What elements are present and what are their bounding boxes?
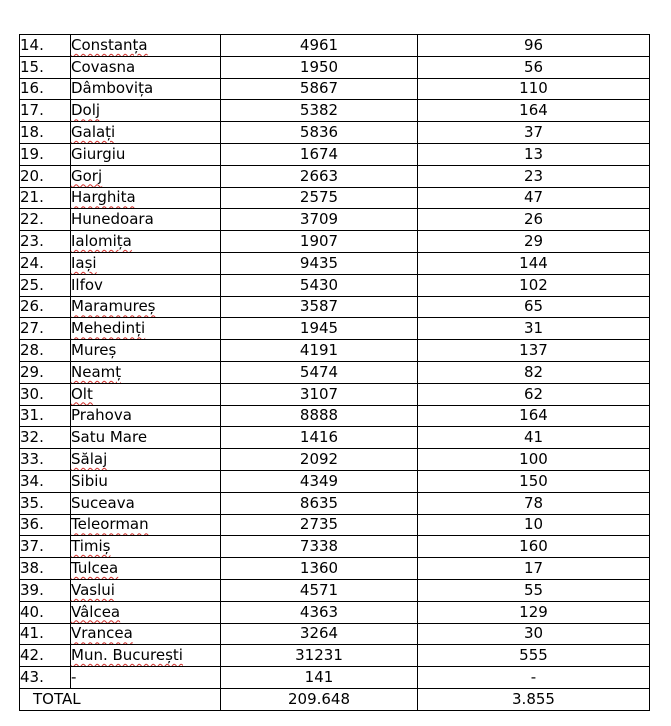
value-secondary: 555 xyxy=(418,645,650,667)
value-primary: 1907 xyxy=(221,231,418,253)
total-row xyxy=(20,688,650,710)
value-secondary: 17 xyxy=(418,558,650,580)
county-name-cell xyxy=(71,492,221,514)
row-number: 34. xyxy=(20,470,71,492)
county-name: Mehedinți xyxy=(71,319,146,338)
county-name: Maramureș xyxy=(71,297,156,316)
county-name: Vrancea xyxy=(71,624,133,643)
row-number: 25. xyxy=(20,274,71,296)
table-row xyxy=(20,187,650,209)
value-primary: 141 xyxy=(221,667,418,689)
county-name-cell xyxy=(71,427,221,449)
table-row xyxy=(20,449,650,471)
value-primary: 3107 xyxy=(221,383,418,405)
county-name-cell xyxy=(71,100,221,122)
row-number: 43. xyxy=(20,667,71,689)
table-row xyxy=(20,165,650,187)
table-row xyxy=(20,427,650,449)
county-name-cell xyxy=(71,361,221,383)
row-number: 36. xyxy=(20,514,71,536)
row-number: 40. xyxy=(20,601,71,623)
table-row xyxy=(20,35,650,57)
value-secondary: 100 xyxy=(418,449,650,471)
county-name: Satu Mare xyxy=(71,428,148,447)
county-name: Tulcea xyxy=(71,559,119,578)
row-number: 35. xyxy=(20,492,71,514)
value-primary: 2663 xyxy=(221,165,418,187)
county-name: Hunedoara xyxy=(71,210,154,229)
county-name: Suceava xyxy=(71,493,135,512)
value-primary: 5836 xyxy=(221,122,418,144)
county-name: Timiș xyxy=(71,537,111,556)
value-primary: 8888 xyxy=(221,405,418,427)
county-name-cell xyxy=(71,470,221,492)
row-number: 33. xyxy=(20,449,71,471)
row-number: 15. xyxy=(20,56,71,78)
row-number: 26. xyxy=(20,296,71,318)
table-row xyxy=(20,361,650,383)
table-row xyxy=(20,601,650,623)
county-name-cell xyxy=(71,252,221,274)
row-number: 18. xyxy=(20,122,71,144)
county-name: Galați xyxy=(71,123,116,142)
row-number: 30. xyxy=(20,383,71,405)
value-primary: 1416 xyxy=(221,427,418,449)
value-primary: 5430 xyxy=(221,274,418,296)
value-primary: 5867 xyxy=(221,78,418,100)
value-primary: 1945 xyxy=(221,318,418,340)
county-name: Dâmbovița xyxy=(71,79,154,98)
county-name: Sibiu xyxy=(71,471,108,490)
value-secondary: 137 xyxy=(418,340,650,362)
row-number: 42. xyxy=(20,645,71,667)
row-number: 32. xyxy=(20,427,71,449)
county-name-cell xyxy=(71,78,221,100)
row-number: 22. xyxy=(20,209,71,231)
county-name-cell xyxy=(71,667,221,689)
row-number: 19. xyxy=(20,143,71,165)
table-row xyxy=(20,470,650,492)
value-primary: 5382 xyxy=(221,100,418,122)
value-secondary: 62 xyxy=(418,383,650,405)
row-number: 17. xyxy=(20,100,71,122)
table-body xyxy=(20,35,650,711)
county-name: Harghita xyxy=(71,188,136,207)
value-primary: 7338 xyxy=(221,536,418,558)
value-primary: 31231 xyxy=(221,645,418,667)
row-number: 23. xyxy=(20,231,71,253)
county-name-cell xyxy=(71,318,221,340)
county-name: Dolj xyxy=(71,101,101,120)
row-number: 39. xyxy=(20,579,71,601)
county-name: Vaslui xyxy=(71,580,115,599)
total-value-primary: 209.648 xyxy=(221,688,418,710)
county-name: Mun. București xyxy=(71,646,183,665)
table-row xyxy=(20,623,650,645)
value-secondary: 37 xyxy=(418,122,650,144)
value-secondary: 13 xyxy=(418,143,650,165)
value-primary: 4961 xyxy=(221,35,418,57)
value-secondary: 164 xyxy=(418,100,650,122)
table-row xyxy=(20,318,650,340)
table-row xyxy=(20,667,650,689)
value-secondary: 96 xyxy=(418,35,650,57)
value-secondary: 129 xyxy=(418,601,650,623)
value-secondary: 47 xyxy=(418,187,650,209)
table-row xyxy=(20,122,650,144)
row-number: 38. xyxy=(20,558,71,580)
county-name-cell xyxy=(71,579,221,601)
value-primary: 3709 xyxy=(221,209,418,231)
table-row xyxy=(20,558,650,580)
table-row xyxy=(20,514,650,536)
county-name: Teleorman xyxy=(71,515,149,534)
county-name: Vâlcea xyxy=(71,602,121,621)
value-primary: 4571 xyxy=(221,579,418,601)
table-row xyxy=(20,340,650,362)
county-name: Ialomița xyxy=(71,232,132,251)
county-name-cell xyxy=(71,514,221,536)
value-primary: 4363 xyxy=(221,601,418,623)
county-name-cell xyxy=(71,340,221,362)
value-primary: 1674 xyxy=(221,143,418,165)
row-number: 20. xyxy=(20,165,71,187)
value-secondary: 23 xyxy=(418,165,650,187)
county-name-cell xyxy=(71,383,221,405)
county-name-cell xyxy=(71,601,221,623)
value-secondary: 56 xyxy=(418,56,650,78)
value-secondary: 150 xyxy=(418,470,650,492)
value-secondary: 102 xyxy=(418,274,650,296)
county-name-cell xyxy=(71,296,221,318)
value-primary: 8635 xyxy=(221,492,418,514)
county-name: Olt xyxy=(71,384,93,403)
value-secondary: 65 xyxy=(418,296,650,318)
value-primary: 4191 xyxy=(221,340,418,362)
value-secondary: 31 xyxy=(418,318,650,340)
row-number: 27. xyxy=(20,318,71,340)
county-name: Iași xyxy=(71,253,97,272)
table-row xyxy=(20,536,650,558)
table-row xyxy=(20,231,650,253)
county-name-cell xyxy=(71,143,221,165)
value-secondary: 78 xyxy=(418,492,650,514)
county-name-cell xyxy=(71,165,221,187)
county-name-cell xyxy=(71,35,221,57)
county-name: Covasna xyxy=(71,57,136,76)
value-secondary: 110 xyxy=(418,78,650,100)
value-primary: 2092 xyxy=(221,449,418,471)
value-secondary: 10 xyxy=(418,514,650,536)
value-secondary: 144 xyxy=(418,252,650,274)
row-number: 31. xyxy=(20,405,71,427)
table-row xyxy=(20,209,650,231)
table-row xyxy=(20,78,650,100)
row-number: 28. xyxy=(20,340,71,362)
county-name: Ilfov xyxy=(71,275,103,294)
county-name-cell xyxy=(71,645,221,667)
table-row xyxy=(20,56,650,78)
value-secondary: 30 xyxy=(418,623,650,645)
value-primary: 1950 xyxy=(221,56,418,78)
table-row xyxy=(20,100,650,122)
value-primary: 2735 xyxy=(221,514,418,536)
value-secondary: 160 xyxy=(418,536,650,558)
table-row xyxy=(20,645,650,667)
value-secondary: 164 xyxy=(418,405,650,427)
value-secondary: 82 xyxy=(418,361,650,383)
county-name-cell xyxy=(71,536,221,558)
county-name: Constanța xyxy=(71,35,148,54)
total-value-secondary: 3.855 xyxy=(418,688,650,710)
county-name-cell xyxy=(71,449,221,471)
table-row xyxy=(20,252,650,274)
row-number: 29. xyxy=(20,361,71,383)
county-name-cell xyxy=(71,122,221,144)
row-number: 14. xyxy=(20,35,71,57)
county-name: Prahova xyxy=(71,406,132,425)
table-row xyxy=(20,492,650,514)
county-name: Sălaj xyxy=(71,450,108,469)
value-primary: 9435 xyxy=(221,252,418,274)
county-name: Giurgiu xyxy=(71,144,126,163)
value-primary: 2575 xyxy=(221,187,418,209)
value-secondary: 41 xyxy=(418,427,650,449)
county-name-cell xyxy=(71,187,221,209)
county-name: Mureș xyxy=(71,341,117,360)
table-row xyxy=(20,274,650,296)
county-name: Neamț xyxy=(71,362,122,381)
row-number: 16. xyxy=(20,78,71,100)
table-row xyxy=(20,405,650,427)
row-number: 41. xyxy=(20,623,71,645)
row-number: 37. xyxy=(20,536,71,558)
county-name-cell xyxy=(71,231,221,253)
value-secondary: 26 xyxy=(418,209,650,231)
county-name-cell xyxy=(71,405,221,427)
county-data-table xyxy=(19,34,650,711)
total-label: TOTAL xyxy=(20,688,221,710)
county-name: - xyxy=(71,668,77,686)
county-name: Gorj xyxy=(71,166,103,185)
table-row xyxy=(20,143,650,165)
county-name-cell xyxy=(71,209,221,231)
county-name-cell xyxy=(71,56,221,78)
county-name-cell xyxy=(71,623,221,645)
value-primary: 3264 xyxy=(221,623,418,645)
value-primary: 1360 xyxy=(221,558,418,580)
table-row xyxy=(20,296,650,318)
table-row xyxy=(20,579,650,601)
value-secondary: - xyxy=(418,667,650,689)
row-number: 21. xyxy=(20,187,71,209)
value-secondary: 29 xyxy=(418,231,650,253)
county-name-cell xyxy=(71,558,221,580)
table-row xyxy=(20,383,650,405)
value-secondary: 55 xyxy=(418,579,650,601)
value-primary: 4349 xyxy=(221,470,418,492)
value-primary: 3587 xyxy=(221,296,418,318)
value-primary: 5474 xyxy=(221,361,418,383)
row-number: 24. xyxy=(20,252,71,274)
county-name-cell xyxy=(71,274,221,296)
